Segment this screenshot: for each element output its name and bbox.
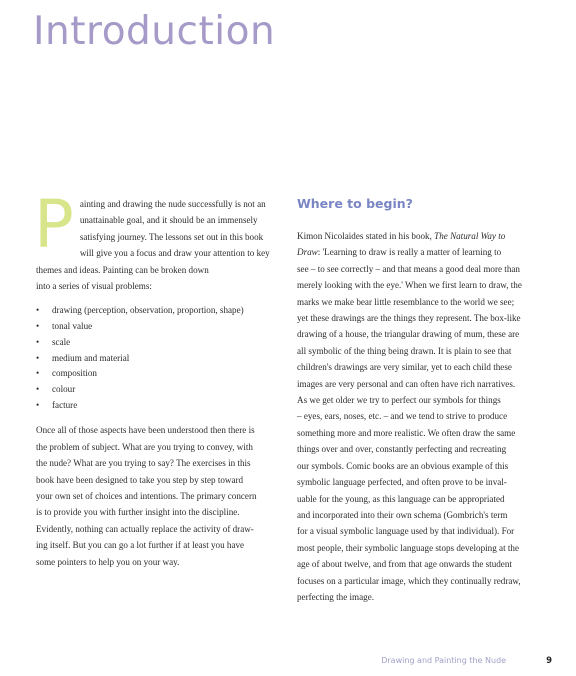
book-title-italic: The Natural Way to [434, 231, 506, 241]
visual-problems-list [36, 303, 282, 413]
intro-line: will give you a focus and draw your attention to key [79, 248, 270, 259]
subject-paragraph: Once all of those aspects have been understood then there is the problem of subject. What are you trying to convey, with the nude? What are you trying to say? The exercises in this book have been designed to take you step by step toward your own set of choices and intentions. The primary concern is to provide you with further insight into the discipline. Evidently, nothing can actually replace the activity of draw- ing itself. But you can go a lot further if at least you have some pointers to help you on your way. [36, 425, 257, 567]
running-footer-title: Drawing and Painting the Nude [381, 656, 507, 665]
section-heading: Where to begin? [297, 196, 413, 211]
page-footer [381, 656, 552, 666]
body-paragraph: Kimon Nicolaides stated in his book, The Natural Way to Draw: 'Learning to draw is really a matter of learning to see – to see correctly – and that means a good deal more than merely looking with the eye.' When we first learn to draw, the marks we make bear little resemblance to the world we see; yet these drawings are the things they represent. The box-like drawing of a house, the triangular drawing of mum, these are all symbolic of the thing being drawn. It is plain to see that children's drawings are very similar, yet to each child these images are very personal and can often have rich narratives. As we get older we try to perfect our symbols for things – eyes, ears, noses, etc. – and we tend to strive to produce something more and more realistic. We often draw the same things over and over, constantly perfecting and recreating our symbols. Comic books are an obvious example of this symbolic language perfected, and often prove to be inval- uable for the young, as this language can be appropriated and incorporated into their own schema (Gombrich's term for a visual symbolic language used by that individual). For most people, their symbolic language stops developing at the age of about twelve, and from that age onwards the student focuses on a particular image, which they continually redraw, perfecting the image. [297, 231, 522, 602]
bullet-icon: • [36, 383, 40, 394]
chapter-title: Introduction [33, 9, 276, 54]
bullet-icon: • [36, 368, 40, 379]
list-item: • tonal value [36, 319, 282, 335]
intro-line: ainting and drawing the nude successfully is not an [79, 199, 266, 209]
bullet-icon: • [36, 399, 40, 410]
book-title-italic: Draw [297, 247, 318, 258]
bullet-icon: • [36, 321, 40, 332]
list-item: • composition [36, 366, 282, 382]
list-item: • medium and material [36, 351, 282, 367]
bullet-icon: • [36, 305, 40, 316]
intro-line: satisfying journey. The lessons set out in this book [79, 231, 264, 242]
bullet-icon: • [36, 336, 40, 347]
list-item: • scale [36, 335, 282, 351]
bullet-icon: • [36, 352, 40, 363]
list-item: • colour [36, 382, 282, 398]
drop-cap: P [34, 186, 74, 263]
intro-line: unattainable goal, and it should be an immensely [79, 215, 258, 226]
left-column [34, 186, 282, 570]
list-item: • facture [36, 398, 282, 414]
intro-line: themes and ideas. Painting can be broken down [36, 264, 209, 275]
right-column [297, 196, 551, 605]
list-item: • drawing (perception, observation, proportion, shape) [36, 303, 282, 319]
page-number: 9 [546, 656, 552, 666]
intro-paragraph [34, 186, 282, 294]
intro-line: into a series of visual problems: [36, 281, 152, 292]
